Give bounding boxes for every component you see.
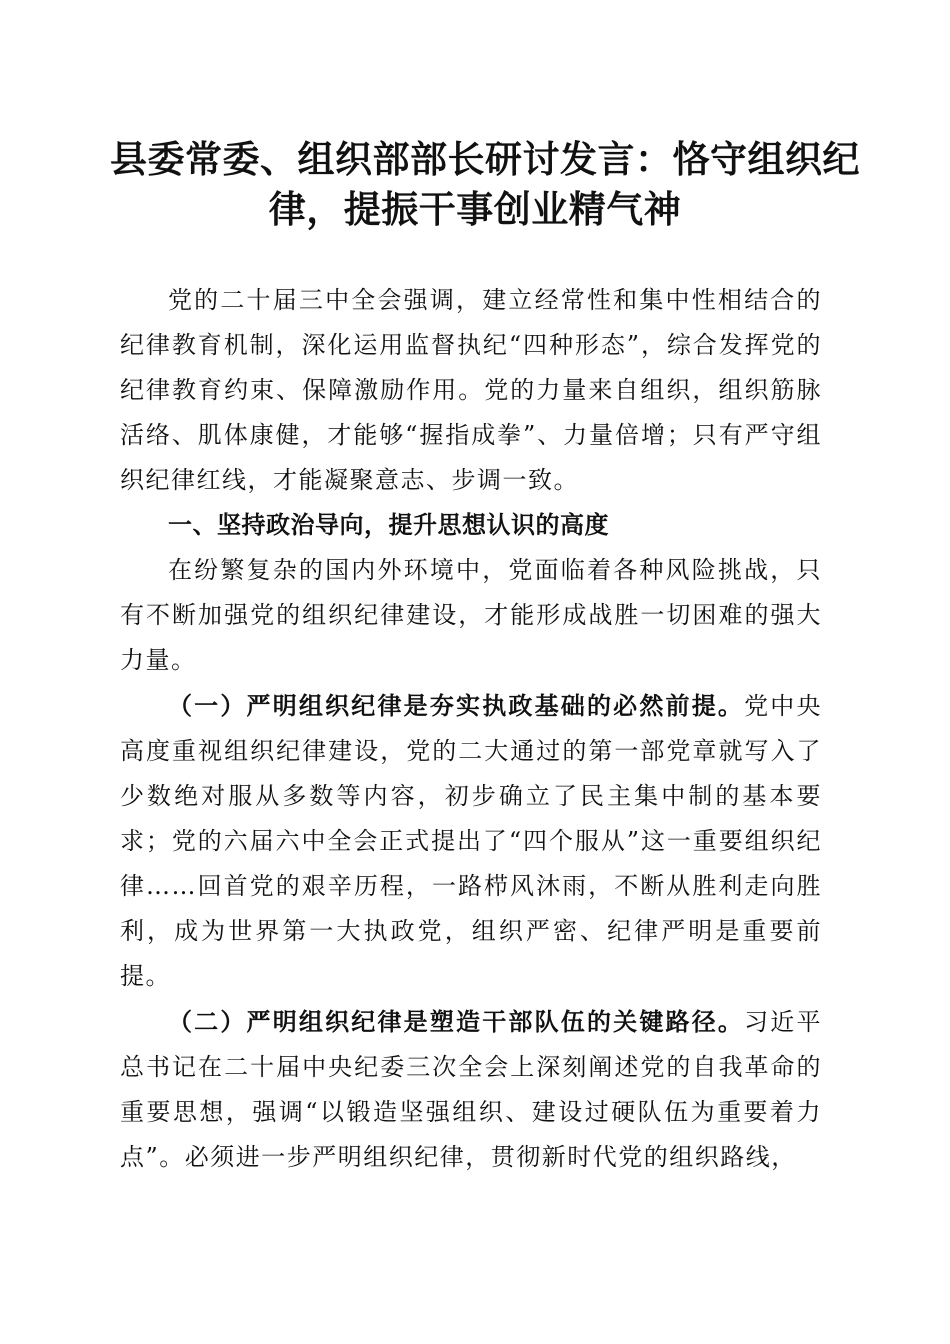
intro-paragraph: 党的二十届三中全会强调，建立经常性和集中性相结合的纪律教育机制，深化运用监督执纪“四种形态”，综合发挥党的纪律教育约束、保障激励作用。党的力量来自组织，组织筋脉活络、肌体康健，才能够“握指成拳”、力量倍增；只有严守组织纪律红线，才能凝聚意志、步调一致。 xyxy=(120,286,822,494)
subsection-2-paragraph xyxy=(120,999,822,1180)
document-body xyxy=(120,278,822,1180)
subsection-2-text: 习近平总书记在二十届中央纪委三次全会上深刻阐述党的自我革命的重要思想，强调“以锻造坚强组织、建设过硬队伍为重要着力点”。必须进一步严明组织纪律，贯彻新时代党的组织路线， xyxy=(120,1008,822,1171)
title-line-1: 县委常委、组织部部长研讨发言：恪守组织纪 xyxy=(110,137,860,181)
subsection-1-text: 党中央高度重视组织纪律建设，党的二大通过的第一部党章就写入了少数绝对服从多数等内容，初步确立了民主集中制的基本要求；党的六届六中全会正式提出了“四个服从”这一重要组织纪律……回首党的艰辛历程，一路栉风沐雨，不断从胜利走向胜利，成为世界第一大执政党，组织严密、纪律严明是重要前提。 xyxy=(120,692,822,990)
section-1-paragraph: 在纷繁复杂的国内外环境中，党面临着各种风险挑战，只有不断加强党的组织纪律建设，才能形成战胜一切困难的强大力量。 xyxy=(120,556,822,674)
document-title xyxy=(110,134,860,234)
section-heading-1: 一、坚持政治导向，提升思想认识的高度 xyxy=(168,511,609,539)
subsection-1-lead: （一）严明组织纪律是夯实执政基础的必然前提。 xyxy=(168,691,745,720)
title-line-2: 律，提振干事创业精气神 xyxy=(268,187,682,231)
subsection-2-lead: （二）严明组织纪律是塑造干部队伍的关键路径。 xyxy=(168,1007,745,1036)
subsection-1-paragraph xyxy=(120,683,822,999)
